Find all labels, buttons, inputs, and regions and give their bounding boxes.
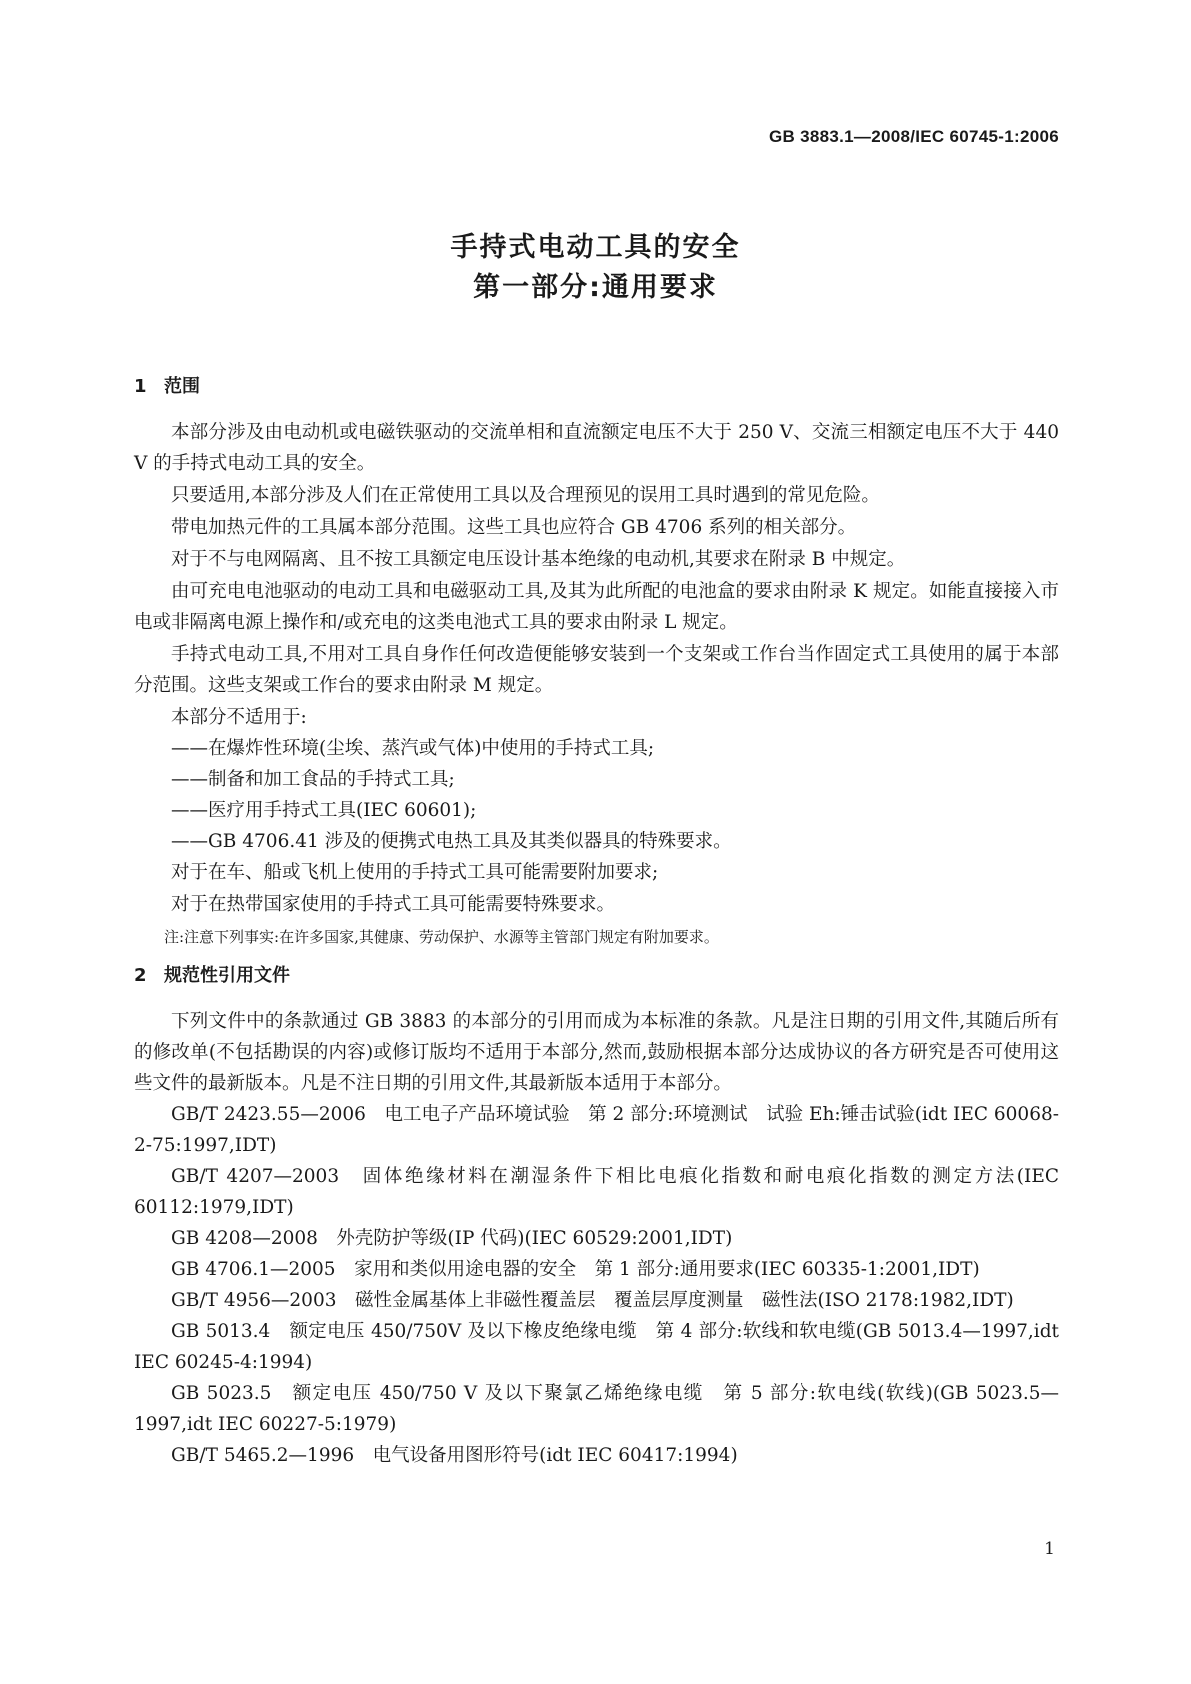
document-body	[134, 375, 1059, 1471]
scope-paragraph: 对于在热带国家使用的手持式工具可能需要特殊要求。	[171, 894, 616, 915]
scope-paragraph: 对于不与电网隔离、且不按工具额定电压设计基本绝缘的电动机,其要求在附录 B 中规定。	[171, 549, 906, 570]
exclusion-item: ——在爆炸性环境(尘埃、蒸汽或气体)中使用的手持式工具;	[171, 738, 655, 759]
reference-item: GB 4706.1—2005 家用和类似用途电器的安全 第 1 部分:通用要求(IEC 60335-1:2001,IDT)	[171, 1259, 980, 1280]
exclusion-item: ——制备和加工食品的手持式工具;	[171, 769, 455, 790]
reference-item: GB 5023.5 额定电压 450/750 V 及以下聚氯乙烯绝缘电缆 第 5 部分:软电线(软线)(GB 5023.5—1997,idt IEC 60227-5:1979)	[134, 1383, 1059, 1435]
scope-paragraph: 由可充电电池驱动的电动工具和电磁驱动工具,及其为此所配的电池盒的要求由附录 K 规定。如能直接接入市电或非隔离电源上操作和/或充电的这类电池式工具的要求由附录 L 规定。	[134, 581, 1059, 633]
exclusion-item: ——GB 4706.41 涉及的便携式电热工具及其类似器具的特殊要求。	[171, 831, 732, 852]
exclusion-item: ——医疗用手持式工具(IEC 60601);	[171, 800, 477, 821]
scope-paragraph: 只要适用,本部分涉及人们在正常使用工具以及合理预见的误用工具时遇到的常见危险。	[171, 485, 880, 506]
section-2-number: 2	[134, 965, 147, 986]
page-number: 1	[1044, 1539, 1055, 1559]
scope-paragraph: 手持式电动工具,不用对工具自身作任何改造便能够安装到一个支架或工作台当作固定式工具使用的属于本部分范围。这些支架或工作台的要求由附录 M 规定。	[134, 644, 1059, 696]
reference-item: GB 5013.4 额定电压 450/750V 及以下橡皮绝缘电缆 第 4 部分:软线和软电缆(GB 5013.4—1997,idt IEC 60245-4:1994)	[134, 1321, 1059, 1373]
title-line-1: 手持式电动工具的安全	[450, 232, 741, 263]
reference-item: GB/T 2423.55—2006 电工电子产品环境试验 第 2 部分:环境测试 试验 Eh:锤击试验(idt IEC 60068-2-75:1997,IDT)	[134, 1104, 1059, 1156]
document-title	[0, 228, 1191, 308]
section-1-heading	[134, 375, 1059, 399]
scope-paragraph: 本部分涉及由电动机或电磁铁驱动的交流单相和直流额定电压不大于 250 V、交流三相额定电压不大于 440 V 的手持式电动工具的安全。	[134, 422, 1059, 474]
scope-note: 注:注意下列事实:在许多国家,其健康、劳动保护、水源等主管部门规定有附加要求。	[164, 928, 719, 946]
scope-paragraph: 对于在车、船或飞机上使用的手持式工具可能需要附加要求;	[171, 862, 659, 883]
reference-item: GB 4208—2008 外壳防护等级(IP 代码)(IEC 60529:2001,IDT)	[171, 1228, 733, 1249]
section-1-title: 范围	[164, 376, 200, 397]
section-1-number: 1	[134, 376, 147, 397]
title-line-2: 第一部分:通用要求	[473, 272, 718, 303]
reference-item: GB/T 4956—2003 磁性金属基体上非磁性覆盖层 覆盖层厚度测量 磁性法(ISO 2178:1982,IDT)	[171, 1290, 1014, 1311]
scope-paragraph: 带电加热元件的工具属本部分范围。这些工具也应符合 GB 4706 系列的相关部分。	[171, 517, 857, 538]
reference-item: GB/T 5465.2—1996 电气设备用图形符号(idt IEC 60417:1994)	[171, 1445, 738, 1466]
references-intro: 下列文件中的条款通过 GB 3883 的本部分的引用而成为本标准的条款。凡是注日期的引用文件,其随后所有的修改单(不包括勘误的内容)或修订版均不适用于本部分,然而,鼓励根据本部分达成协议的各方研究是否可使用这些文件的最新版本。凡是不注日期的引用文件,其最新版本适用于本部分。	[134, 1011, 1059, 1094]
scope-paragraph: 本部分不适用于:	[171, 707, 307, 728]
section-2-heading	[134, 964, 1059, 988]
reference-item: GB/T 4207—2003 固体绝缘材料在潮湿条件下相比电痕化指数和耐电痕化指数的测定方法(IEC 60112:1979,IDT)	[134, 1166, 1059, 1218]
section-2-title: 规范性引用文件	[164, 965, 290, 986]
standard-code: GB 3883.1—2008/IEC 60745-1:2006	[769, 127, 1059, 146]
